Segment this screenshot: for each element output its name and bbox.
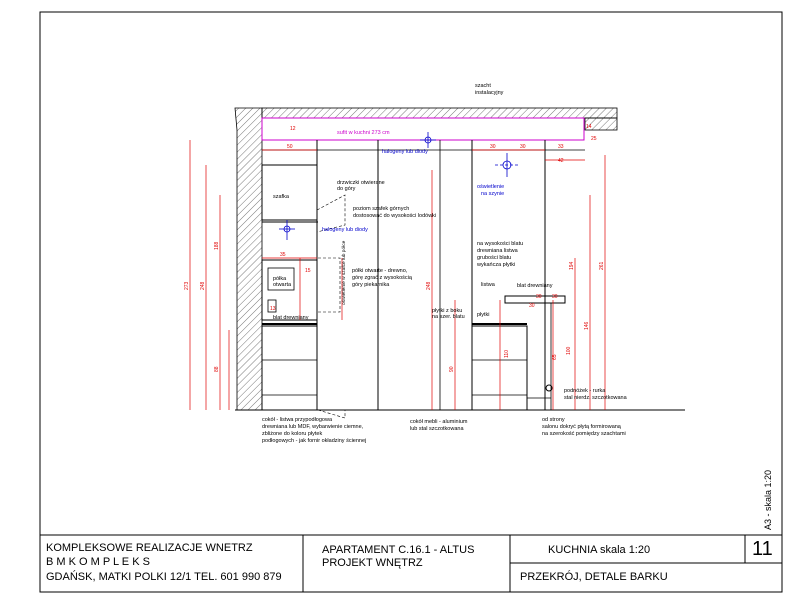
label-na-wysokosci-2: drewniana listwa <box>477 248 518 254</box>
label-drzwiczki-2: do góry <box>337 186 356 192</box>
label-blat-drewniany-left: blat drewniany <box>273 315 309 321</box>
dim-value: 261 <box>599 261 605 270</box>
label-od-strony-1: od strony <box>542 417 565 423</box>
label-oswietlenie-vert: oświetlenie w szafce lub półce <box>342 240 347 305</box>
dim-value: 273 <box>184 281 190 290</box>
label-sufit: sufit w kuchni 273 cm <box>337 130 390 136</box>
label-polka-otwarta-2: otwarta <box>273 282 292 288</box>
company-line-3: GDAŃSK, MATKI POLKI 12/1 TEL. 601 990 879 <box>46 571 282 583</box>
dim-value: 15 <box>305 268 311 274</box>
dim-value: 248 <box>200 281 206 290</box>
dim-value: 65 <box>552 354 558 360</box>
lower-cabinet-left <box>262 326 317 410</box>
label-drzwiczki-1: drzwiczki otwierane <box>337 180 385 186</box>
label-na-wysokosci-1: na wysokości blatu <box>477 241 524 247</box>
label-na-wysokosci-3: grubości blatu <box>477 255 512 261</box>
ceiling-slab <box>262 108 617 118</box>
company-line-2: B M K O M P L E K S <box>46 556 150 568</box>
dim-value: 110 <box>504 350 510 358</box>
label-polka-otwarta-1: półka <box>273 276 287 282</box>
upper-cabinet <box>262 165 317 220</box>
label-listwa: listwa <box>481 282 495 288</box>
dim-value: 13 <box>270 306 276 312</box>
label-podnozek-2: stal nierdz. szczotkowana <box>564 395 627 401</box>
dim-value: 30 <box>520 144 526 150</box>
label-cokol-mid-1: cokół mebli - aluminium <box>410 419 468 425</box>
label-oswietlenie-2: na szynie <box>481 191 505 197</box>
dim-value: 30 <box>552 294 558 300</box>
sheet-number: 11 <box>752 538 773 560</box>
dim-value: 50 <box>287 144 293 150</box>
lower-cabinet-right <box>472 326 527 410</box>
label-szacht: szacht <box>475 83 491 89</box>
label-cokol-left-1: cokół - listwa przypodłogowa <box>262 417 333 423</box>
label-polki-drewno-3: góry piekarnika <box>352 282 390 288</box>
room-scale: KUCHNIA skala 1:20 <box>548 544 651 556</box>
label-oswietlenie-1: oświetlenie <box>477 184 505 190</box>
label-plytki-right: płytki <box>477 312 490 318</box>
dim-value: 12 <box>290 126 296 132</box>
dim-value: 146 <box>584 321 590 330</box>
label-podnozek-1: podnóżek - rurka <box>564 388 606 394</box>
suspended-ceiling <box>262 118 584 140</box>
dim-value: 88 <box>214 366 220 372</box>
label-cokol-left-3: zbliżone do koloru płytek <box>262 431 323 437</box>
left-wall <box>235 108 262 410</box>
label-poziom-2: dostosować do wysokości lodówki <box>353 213 437 219</box>
label-halogeny-left: halogeny lub diody <box>322 227 368 233</box>
dim-value: 35 <box>280 252 286 258</box>
sheet-border <box>40 12 782 592</box>
label-cokol-left-2: drewniana lub MDF, wybarwienie ciemne, <box>262 424 364 430</box>
label-polki-drewno-1: półki otwarte - drewno, <box>352 268 408 274</box>
dim-value: 33 <box>558 144 564 150</box>
dim-value: 25 <box>591 136 597 142</box>
label-szafka: szafka <box>273 194 289 200</box>
dim-value: 100 <box>566 346 572 355</box>
label-cokol-left-4: podłogowych - jak fornir okładziny ściennej <box>262 438 367 444</box>
label-halogeny-top: halogeny lub diody <box>382 149 428 155</box>
dashed-guide <box>318 258 340 312</box>
label-od-strony-2: salonu dokryć płytą formirowaną <box>542 424 621 430</box>
dim-value: 90 <box>449 366 455 372</box>
dim-value: 30 <box>529 303 535 309</box>
project-line-2: PROJEKT WNĘTRZ <box>322 557 423 569</box>
label-plytki-z-boku-2: na szer. blatu <box>432 314 465 320</box>
label-polki-drewno-2: górę zgrać z wysokością <box>352 275 412 281</box>
dim-value: 248 <box>426 281 432 290</box>
label-na-wysokosci-4: wykańcza płytki <box>477 262 516 268</box>
label-cokol-mid-2: lub stal szczotkowana <box>410 426 464 432</box>
dim-value: 30 <box>536 294 542 300</box>
dim-value: 14 <box>586 124 592 130</box>
label-poziom-1: poziom szafek górnych <box>353 206 410 212</box>
label-od-strony-3: na szerokość pomiędzy szachtami <box>542 431 626 437</box>
dim-value: 42 <box>558 158 564 164</box>
sheet-title: PRZEKRÓJ, DETALE BARKU <box>520 571 668 583</box>
bar-panel <box>545 303 551 410</box>
project-line-1: APARTAMENT C.16.1 - ALTUS <box>322 544 475 556</box>
dim-value: 188 <box>214 241 220 250</box>
label-instalacyjny: instalacyjny <box>475 90 504 96</box>
company-line-1: KOMPLEKSOWE REALIZACJE WNETRZ <box>46 542 253 554</box>
dim-value: 194 <box>569 261 575 270</box>
label-blat-drewniany-right: blat drewniany <box>517 283 553 289</box>
label-plytki-z-boku-1: płytki z boku <box>432 308 463 314</box>
dim-value: 30 <box>490 144 496 150</box>
format-note: A3 - skala 1:20 <box>763 469 773 530</box>
